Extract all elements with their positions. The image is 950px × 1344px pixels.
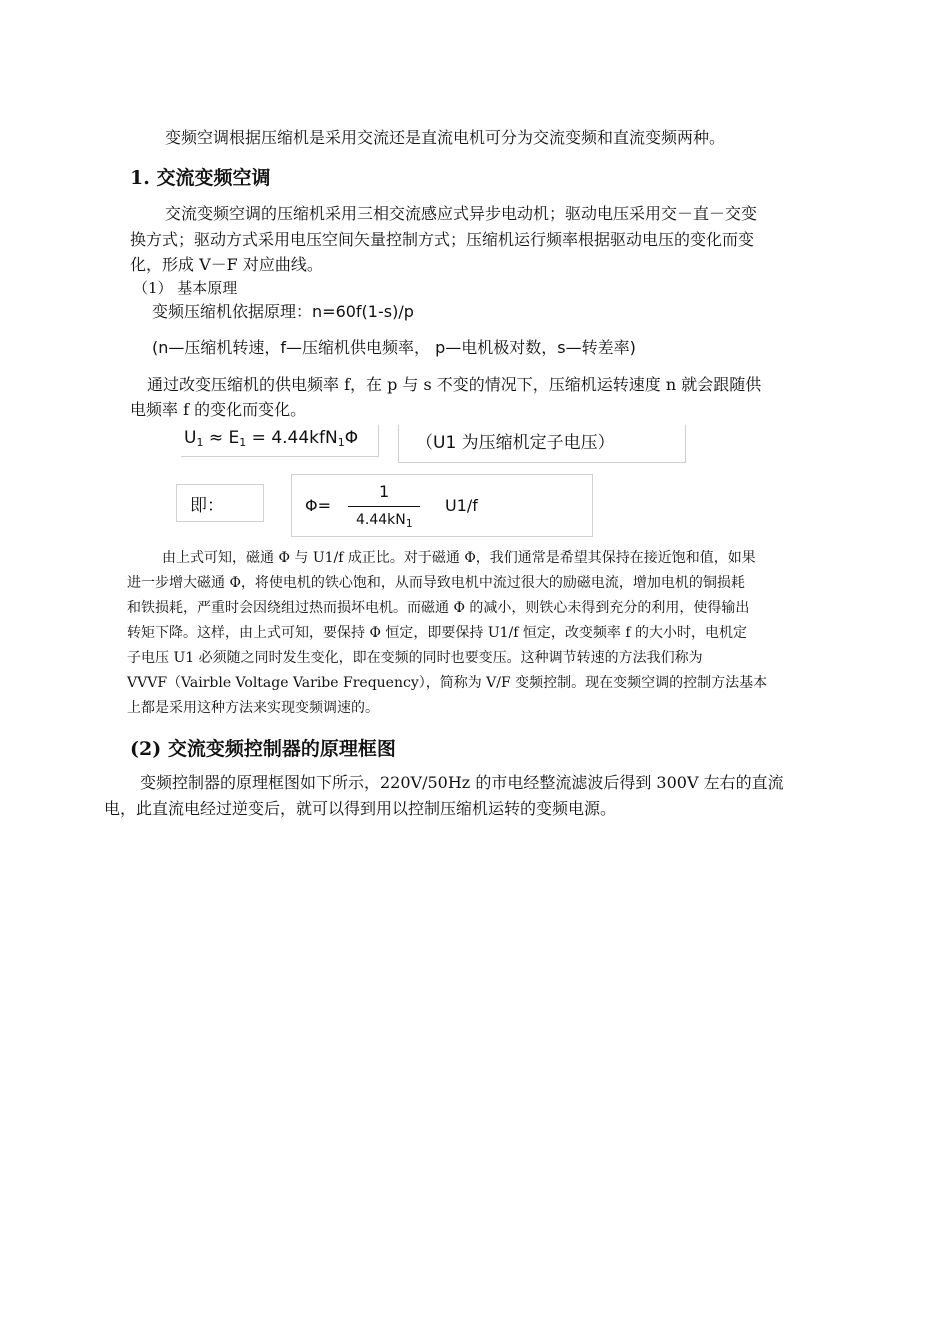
section-heading-controller-diagram: (2) 交流变频控制器的原理框图 <box>130 738 396 760</box>
explain-line: 转矩下降。这样，由上式可知，要保持 Φ 恒定，即要保持 U1/f 恒定，改变频率 f 的大小时，电机定 <box>127 625 747 641</box>
explain-line: VVVF（Vairble Voltage Varibe Frequency），简称为 V/F 变频控制。现在变频空调的控制方法基本 <box>127 675 768 691</box>
paragraph-line: 电频率 f 的变化而变化。 <box>130 400 307 419</box>
fraction-numerator: 1 <box>379 482 390 501</box>
paragraph-line: 化，形成 V－F 对应曲线。 <box>130 255 323 274</box>
equation-flux-box <box>291 474 593 537</box>
explain-line: 进一步增大磁通 Φ，将使电机的铁心饱和，从而导致电机中流过很大的励磁电流，增加电机的铜损耗 <box>127 575 745 591</box>
fraction-bar <box>348 506 420 507</box>
fraction-denominator: $4.44kN_1$ <box>356 512 413 530</box>
equation-rhs: U1/f <box>445 496 478 515</box>
equation-lhs: Φ= <box>305 496 331 515</box>
paragraph-line: 换方式；驱动方式采用电压空间矢量控制方式；压缩机运行频率根据驱动电压的变化而变 <box>130 230 755 249</box>
equation-voltage: $U_1 \approx E_1 = 4.44kfN_1\Phi$ <box>184 428 359 449</box>
formula-text: n=60f(1-s)/p <box>312 302 414 321</box>
formula-intro: 变频压缩机依据原理： <box>152 302 313 321</box>
explain-line: 子电压 U1 必须随之同时发生变化，即在变频的同时也要变压。这种调节转速的方法我们称为 <box>127 650 703 666</box>
explain-line: 由上式可知，磁通 Φ 与 U1/f 成正比。对于磁通 Φ，我们通常是希望其保持在接近饱和值，如果 <box>162 550 756 566</box>
paragraph-line: 交流变频空调的压缩机采用三相交流感应式异步电动机；驱动电压采用交－直－交变 <box>165 204 758 223</box>
paragraph-line: 通过改变压缩机的供电频率 f，在 p 与 s 不变的情况下，压缩机运转速度 n 就会跟随供 <box>147 375 762 394</box>
formula-legend: (n—压缩机转速，f—压缩机供电频率， p—电机极对数，s—转差率) <box>152 338 636 357</box>
explain-line: 上都是采用这种方法来实现变频调速的。 <box>127 700 379 716</box>
formula-line <box>152 300 414 324</box>
section-heading-ac-inverter: 1. 交流变频空调 <box>130 167 271 189</box>
equation-note: （U1 为压缩机定子电压） <box>416 433 615 453</box>
explain-line: 和铁损耗，严重时会因绕组过热而损坏电机。而磁通 Φ 的减小，则铁心未得到充分的利用，使得输出 <box>127 600 750 616</box>
subheading-basic-principle: （1） 基本原理 <box>133 279 238 297</box>
paragraph-line: 变频控制器的原理框图如下所示，220V/50Hz 的市电经整流滤波后得到 300V 左右的直流 <box>140 773 784 792</box>
equation-label: 即： <box>190 496 224 516</box>
intro-paragraph: 变频空调根据压缩机是采用交流还是直流电机可分为交流变频和直流变频两种。 <box>165 128 726 147</box>
paragraph-line: 电，此直流电经过逆变后，就可以得到用以控制压缩机运转的变频电源。 <box>104 799 617 818</box>
